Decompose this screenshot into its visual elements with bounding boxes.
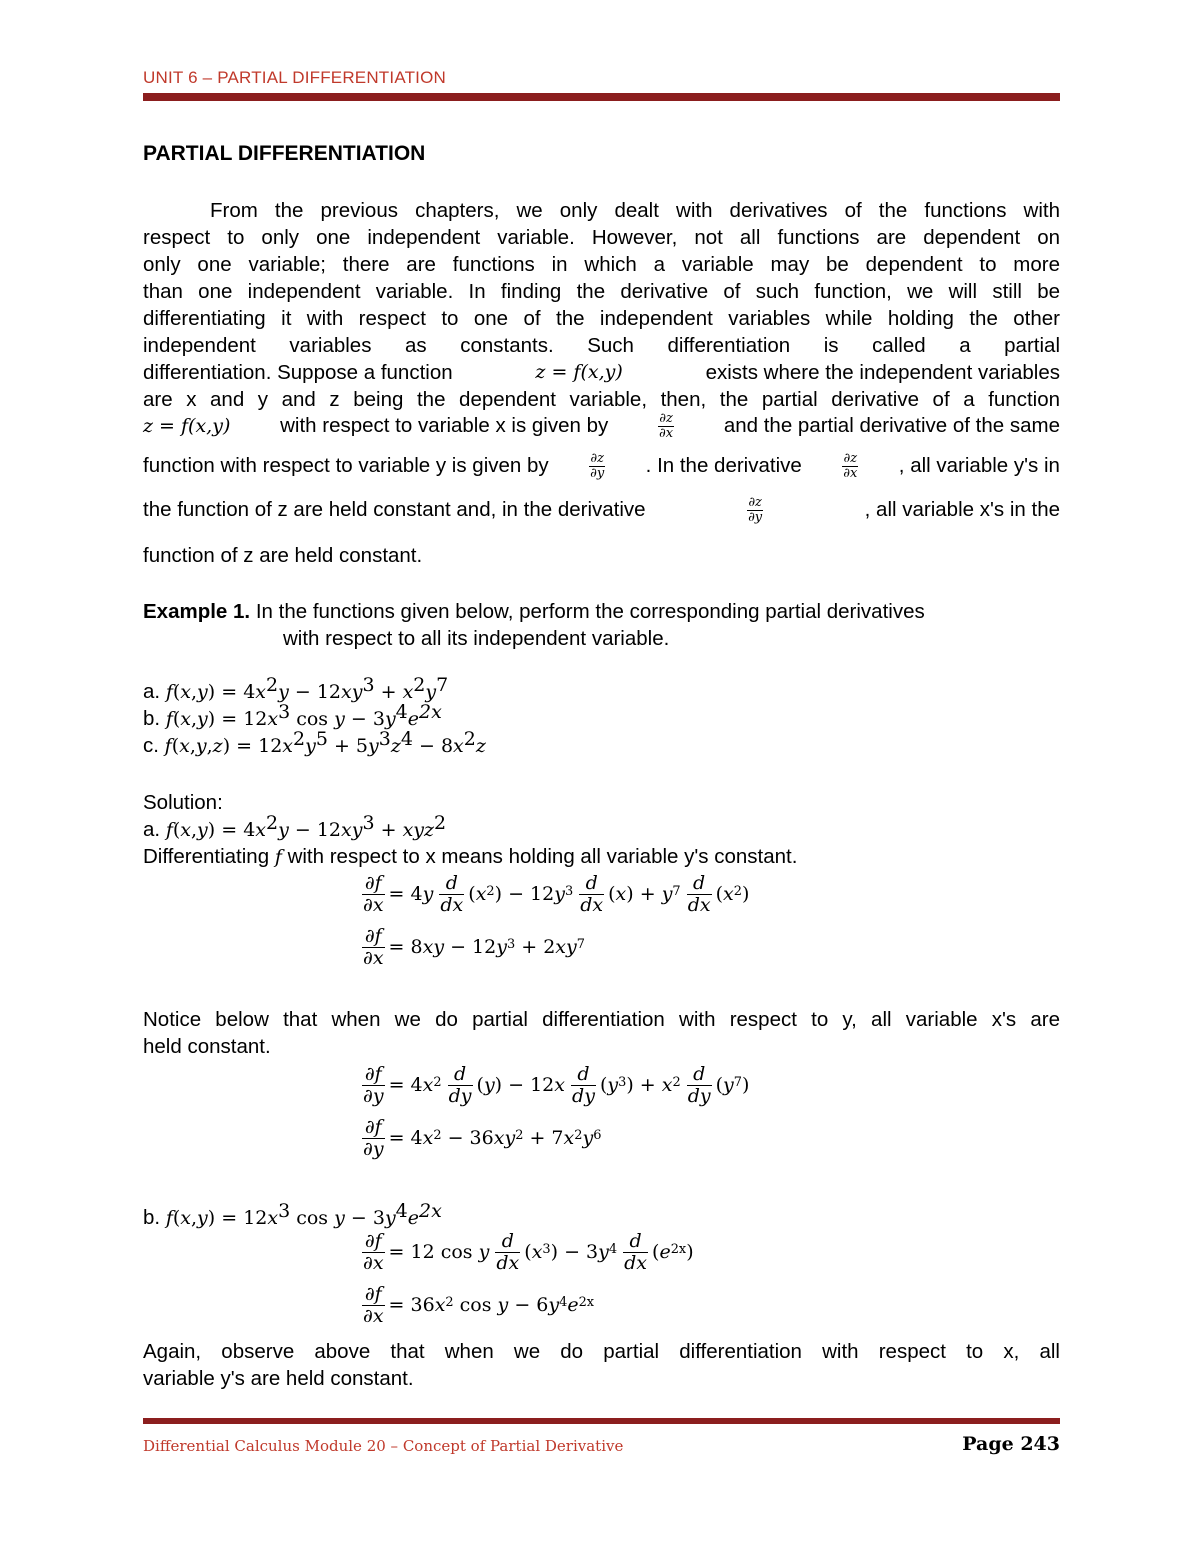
page-number: Page 243	[962, 1433, 1060, 1455]
intro-line-10a: function with respect to variable y is given by	[143, 454, 549, 478]
again-line-2: variable y's are held constant.	[143, 1367, 414, 1390]
solution-a-note: Differentiating f with respect to x means holding all variable y's constant.	[143, 845, 798, 868]
intro-line-3: only one variable; there are functions in which a variable may be dependent to more	[143, 253, 1060, 276]
solution-a-note-2: with respect to x means holding all variable y's constant.	[287, 845, 798, 868]
intro-line-11b: , all variable x's in the	[864, 498, 1060, 522]
example-text-1: In the functions given below, perform the corresponding partial derivatives	[255, 600, 925, 623]
function-z-xy-2: z = f(x,y)	[143, 415, 231, 438]
intro-line-11a: the function of z are held constant and, in the derivative	[143, 498, 646, 522]
item-a-label: a.	[143, 680, 161, 703]
intro-line-9a: with respect to variable x is given by	[280, 414, 609, 438]
intro-line-10c: , all variable y's in	[898, 454, 1060, 478]
intro-line-11	[143, 496, 1060, 525]
notice-line-2: held constant.	[143, 1035, 271, 1058]
again-line-1: Again, observe above that when we do partial differentiation with respect to x, all	[143, 1340, 1060, 1363]
intro-line-2: respect to only one independent variable. However, not all functions are dependent on	[143, 226, 1060, 249]
intro-line-7a: differentiation. Suppose a function	[143, 361, 453, 384]
solution-a-note-1: Differentiating	[143, 845, 270, 868]
partial-z-y-fraction: $\frac{\partial z}{\partial y}$	[590, 451, 605, 481]
example-label: Example 1.	[143, 600, 251, 623]
intro-line-1: From the previous chapters, we only dealt with derivatives of the functions with	[210, 199, 1060, 222]
intro-line-6: independent variables as constants. Such differentiation is called a partial	[143, 334, 1060, 357]
example-item-c: c. $f(x,y,z) = 12x^2y^5 + 5y^3z^4 - 8x^2z$	[143, 728, 486, 757]
intro-line-10b: . In the derivative	[645, 454, 802, 478]
header-rule	[143, 93, 1060, 101]
solution-b-function: b. $f(x,y) = 12x^3$ $\cos y - 3y^4e^{2x}$	[143, 1200, 442, 1229]
equation-a-4: $\frac{\partial f}{\partial y}$ = $4x^2 - 36xy^2 + 7x^2y^6$	[363, 1116, 602, 1160]
solution-label: Solution:	[143, 791, 223, 814]
intro-line-5: differentiating it with respect to one of the independent variables while holding the other	[143, 307, 1060, 330]
page-title: PARTIAL DIFFERENTIATION	[143, 142, 426, 165]
solution-a-function: a. $f(x,y) = 4x^2y - 12xy^3 + xyz^2$	[143, 812, 447, 841]
intro-line-9b: and the partial derivative of the same	[723, 414, 1060, 438]
equation-b-1: $\frac{\partial f}{\partial x}$ = 12 cos y $\frac{d}{dx}$ $(x^3) - 3y^4$ $\frac{d}{dx}$ $(e^{2x})$	[363, 1230, 694, 1274]
equation-b-2: $\frac{\partial f}{\partial x}$ = $36x^2$ $\cos y - 6y^4e^{2x}$	[363, 1283, 595, 1327]
example-1-line-1	[143, 600, 1060, 624]
item-b-label: b.	[143, 707, 161, 730]
footer-module-title: Differential Calculus Module 20 – Concept of Partial Derivative	[143, 1437, 624, 1455]
notice-line-1: Notice below that when we do partial differentiation with respect to y, all variable x's are	[143, 1008, 1060, 1031]
intro-line-10	[143, 452, 1060, 481]
intro-line-7b: exists where the independent variables	[705, 361, 1060, 384]
partial-z-y-fraction-2: $\frac{\partial z}{\partial y}$	[748, 495, 763, 525]
equation-a-1: $\frac{\partial f}{\partial x}$ = 4y $\frac{d}{dx}$ $(x^2) - 12y^3$ $\frac{d}{dx}$ $(x) + y^7$ $\frac{d}{dx}$ $(x^2)$	[363, 872, 750, 916]
intro-line-8: are x and y and z being the dependent variable, then, the partial derivative of a function	[143, 388, 1060, 411]
running-header: UNIT 6 – PARTIAL DIFFERENTIATION	[143, 68, 447, 87]
solution-a-label: a.	[143, 818, 161, 841]
item-c-label: c.	[143, 734, 159, 757]
function-z-xy: z = f(x,y)	[535, 361, 623, 383]
intro-line-9	[143, 412, 1060, 441]
example-item-b: b. $f(x,y) = 12x^3$ $\cos y - 3y^4e^{2x}$	[143, 701, 442, 730]
example-item-a: a. $f(x,y) = 4x^2y - 12xy^3 + x^2y^7$	[143, 674, 449, 703]
equation-a-2: $\frac{\partial f}{\partial x}$ = $8xy - 12y^3 + 2xy^7$	[363, 925, 585, 969]
solution-b-label: b.	[143, 1206, 161, 1229]
intro-line-4: than one independent variable. In finding the derivative of such function, we will still be	[143, 280, 1060, 303]
partial-z-x-fraction: $\frac{\partial z}{\partial x}$	[659, 411, 674, 441]
example-1-line-2: with respect to all its independent variable.	[283, 627, 670, 650]
partial-z-x-fraction-2: $\frac{\partial z}{\partial x}$	[843, 451, 858, 481]
footer-rule	[143, 1418, 1060, 1424]
equation-a-3: $\frac{\partial f}{\partial y}$ = $4x^2$ $\frac{d}{dy}$ (y) − 12x $\frac{d}{dy}$ $(y^3) + x^2$ $\frac{d}{dy}$ $(y^7)$	[363, 1063, 750, 1107]
intro-line-12: function of z are held constant.	[143, 544, 423, 567]
intro-line-7	[143, 361, 1060, 385]
